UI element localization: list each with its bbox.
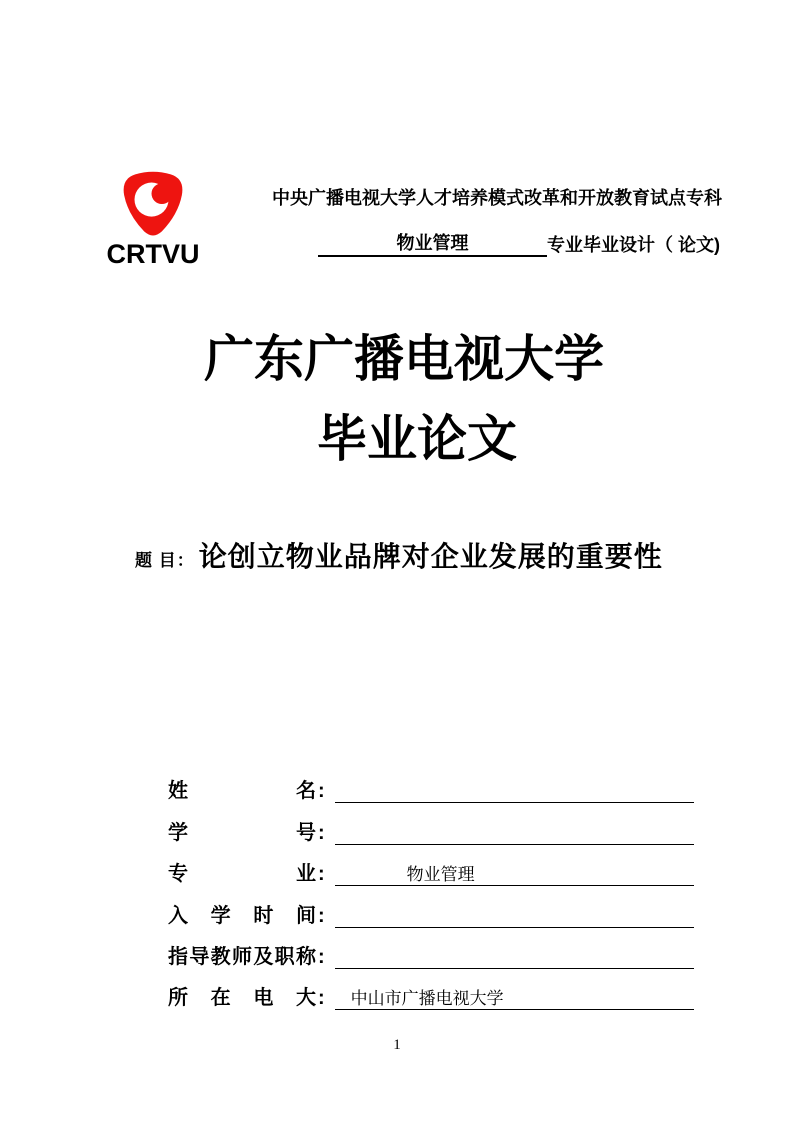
topic-row bbox=[135, 540, 663, 574]
header-line2 bbox=[318, 231, 720, 257]
enrollment-date-blank-line bbox=[335, 902, 694, 928]
form-row-school bbox=[168, 969, 694, 1010]
major-value: 物业管理 bbox=[406, 864, 475, 884]
form-row-advisor bbox=[168, 928, 694, 969]
form-row-name bbox=[168, 762, 694, 803]
form-label-major: 专 业 bbox=[168, 863, 316, 886]
thesis-type-title: 毕业论文 bbox=[317, 411, 517, 467]
major-blank-underline: 物业管理 bbox=[318, 231, 547, 257]
form-label-student-id: 学 号 bbox=[168, 821, 316, 844]
form-row-enrollment-date bbox=[168, 886, 694, 927]
form-colon: : bbox=[318, 863, 325, 886]
topic-label: 题 目： bbox=[135, 551, 195, 570]
topic-title: 论创立物业品牌对企业发展的重要性 bbox=[198, 541, 663, 572]
form-colon: : bbox=[318, 780, 325, 803]
advisor-blank-line bbox=[335, 943, 694, 969]
form-label-name: 姓 名 bbox=[168, 780, 316, 803]
form-colon: : bbox=[318, 904, 325, 927]
form-row-student-id bbox=[168, 803, 694, 844]
form-row-major bbox=[168, 845, 694, 886]
major-blank-line bbox=[335, 860, 694, 886]
form-label-enrollment-date: 入 学 时 间 bbox=[168, 904, 316, 927]
crtvu-logo bbox=[103, 168, 203, 268]
school-value: 中山市广播电视大学 bbox=[350, 989, 504, 1009]
form-label-advisor: 指 导 教 师 及 职 称 bbox=[168, 945, 316, 968]
name-blank-line bbox=[335, 777, 694, 803]
crtvu-logo-icon bbox=[116, 168, 190, 240]
page-number: 1 bbox=[393, 1037, 401, 1053]
form-label-school: 所 在 电 大 bbox=[168, 987, 316, 1010]
student-id-blank-line bbox=[335, 819, 694, 845]
header-line2-suffix: 专业毕业设计（ 论文) bbox=[547, 235, 720, 255]
form-colon: : bbox=[318, 987, 325, 1010]
form-colon: : bbox=[318, 821, 325, 844]
student-info-form bbox=[168, 762, 694, 1010]
school-blank-line bbox=[335, 984, 694, 1010]
crtvu-acronym: CRTVU bbox=[106, 239, 200, 269]
university-title: 广东广播电视大学 bbox=[204, 331, 604, 387]
header-line1: 中央广播电视大学人才培养模式改革和开放教育试点专科 bbox=[272, 188, 722, 208]
form-colon: : bbox=[318, 945, 325, 968]
